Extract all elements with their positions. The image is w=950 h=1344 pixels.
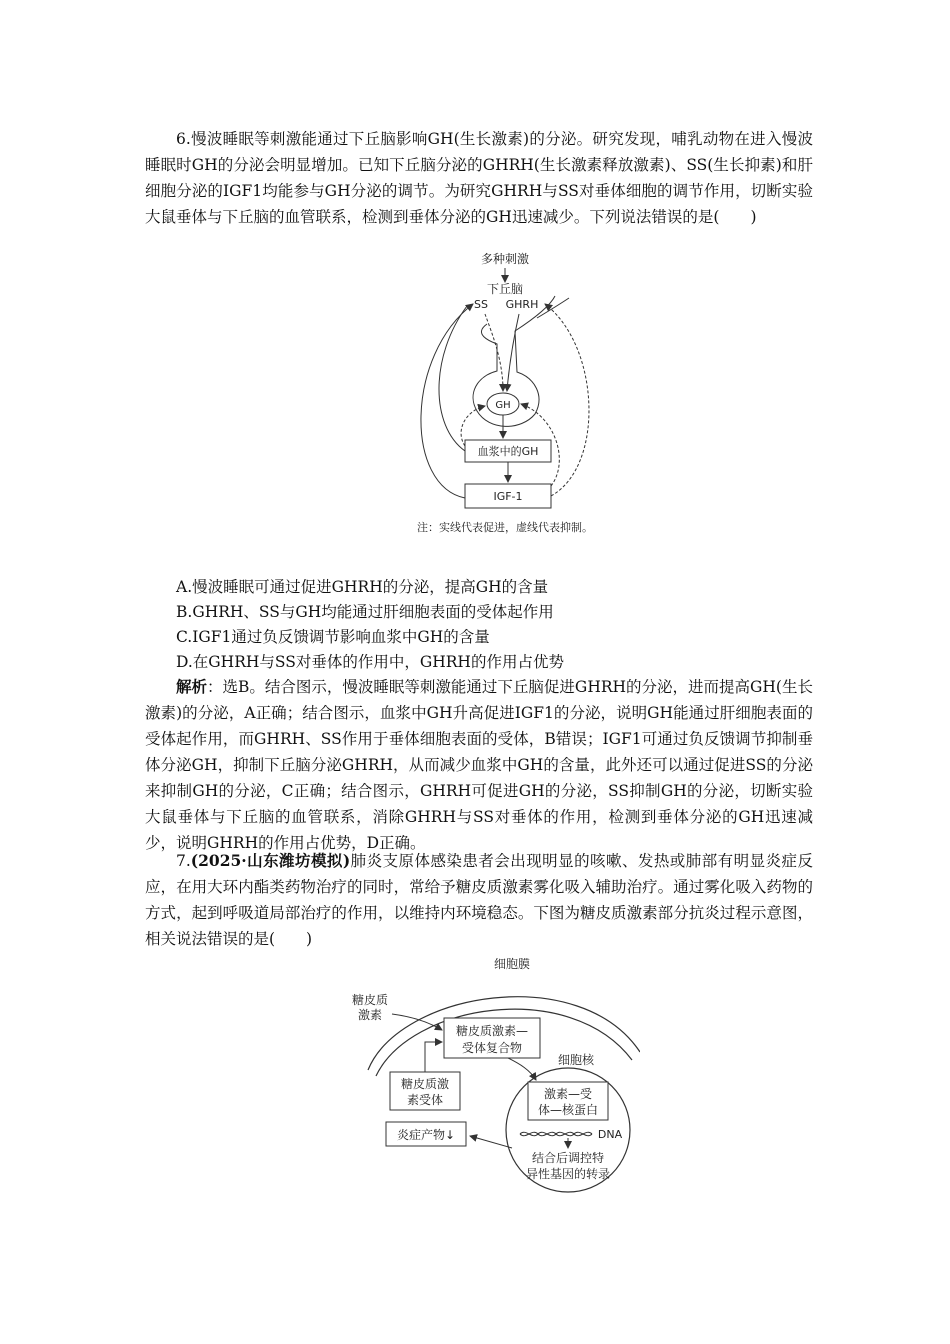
option-b: B.GHRH、SS与GH均能通过肝细胞表面的受体起作用 <box>176 603 554 621</box>
dna-label: DNA <box>597 1128 623 1141</box>
hormone-regulation-diagram <box>385 246 625 546</box>
q7-source: (2025·山东潍坊模拟) <box>190 851 351 870</box>
option-c: C.IGF1通过负反馈调节影响血浆中GH的含量 <box>176 628 490 646</box>
option-a: A.慢波睡眠可通过促进GHRH的分泌，提高GH的含量 <box>176 578 549 596</box>
igf-promote-ss-arrow <box>421 304 473 498</box>
hormone-label-2: 激素 <box>357 1008 383 1022</box>
gh-label: GH <box>495 400 511 411</box>
ss-label: SS <box>474 298 488 311</box>
ss-inhibit-arrow <box>485 314 503 391</box>
inflammation-label: 炎症产物↓ <box>396 1128 456 1142</box>
nuclear-label-2: 体—核蛋白 <box>537 1103 599 1117</box>
plasma-gh-label: 血浆中的GH <box>477 445 539 458</box>
analysis-label: 解析 <box>176 677 208 696</box>
hormone-arrow <box>392 1014 442 1030</box>
transcription-to-inflammation-arrow <box>470 1136 512 1148</box>
nuclear-label-1: 激素—受 <box>543 1087 593 1101</box>
q6-analysis: 解析：选B。结合图示，慢波睡眠等刺激能通过下丘脑促进GHRH的分泌，进而提高GH(生长激素)的分泌，A正确；结合图示，血浆中GH升高促进IGF1的分泌，说明GH能通过肝细胞表面的受体起作用，而GHRH、SS作用于垂体细胞表面的受体，B错误；IGF1可通过负反馈调节抑制垂体分泌GH，抑制下丘脑分泌GHRH，从而减少血浆中GH的含量，此外还可以通过促进SS的分泌来抑制GH的分泌，C正确；结合图示，GHRH可促进GH的分泌，SS抑制GH的分泌，切断实验大鼠垂体与下丘脑的血管联系，消除GHRH与SS对垂体的作用，检测到垂体分泌的GH迅速减少，说明GHRH的作用占优势，D正确。 <box>145 677 813 852</box>
plasma-feedback-arrow <box>439 306 467 451</box>
receptor-arrow <box>425 1042 442 1072</box>
glucocorticoid-diagram <box>340 952 640 1210</box>
receptor-label-1: 糖皮质激 <box>400 1077 450 1091</box>
ghrh-promote-arrow <box>507 314 519 391</box>
nucleus-label: 细胞核 <box>557 1053 595 1067</box>
membrane-label: 细胞膜 <box>493 957 531 971</box>
complex-label-1: 糖皮质激素— <box>455 1024 529 1038</box>
receptor-label-2: 素受体 <box>406 1093 444 1107</box>
complex-label-2: 受体复合物 <box>461 1041 523 1055</box>
option-d: D.在GHRH与SS对垂体的作用中，GHRH的作用占优势 <box>176 653 564 671</box>
complex-to-nucleus-arrow <box>508 1058 536 1080</box>
igf-inhibit-ghrh-arrow <box>545 304 589 496</box>
stimulus-label: 多种刺激 <box>480 252 530 266</box>
q6-stem: 6.慢波睡眠等刺激能通过下丘脑影响GH(生长激素)的分泌。研究发现，哺乳动物在进入慢波睡眠时GH的分泌会明显增加。已知下丘脑分泌的GHRH(生长激素释放激素)、SS(生长抑素)和肝细胞分泌的IGF1均能参与GH分泌的调节。为研究GHRH与SS对垂体细胞的调节作用，切断实验大鼠垂体与下丘脑的血管联系，检测到垂体分泌的GH迅速减少。下列说法错误的是( ) <box>145 130 813 226</box>
hypothalamus-label: 下丘脑 <box>486 282 524 296</box>
hormone-label-1: 糖皮质 <box>351 993 389 1007</box>
diagram-note: 注：实线代表促进，虚线代表抑制。 <box>417 521 593 534</box>
stalk-outline <box>537 298 569 318</box>
igf-label: IGF-1 <box>493 490 523 503</box>
transcription-label-1: 结合后调控特 <box>531 1151 605 1165</box>
q7-stem: 7.(2025·山东潍坊模拟)肺炎支原体感染患者会出现明显的咳嗽、发热或肺部有明显炎症反应，在用大环内酯类药物治疗的同时，常给予糖皮质激素雾化吸入辅助治疗。通过雾化吸入药物的方式，起到呼吸道局部治疗的作用，以维持内环境稳态。下图为糖皮质激素部分抗炎过程示意图，相关说法错误的是( ) <box>145 851 813 948</box>
transcription-label-2: 异性基因的转录 <box>525 1167 611 1181</box>
ghrh-label: GHRH <box>505 298 539 311</box>
